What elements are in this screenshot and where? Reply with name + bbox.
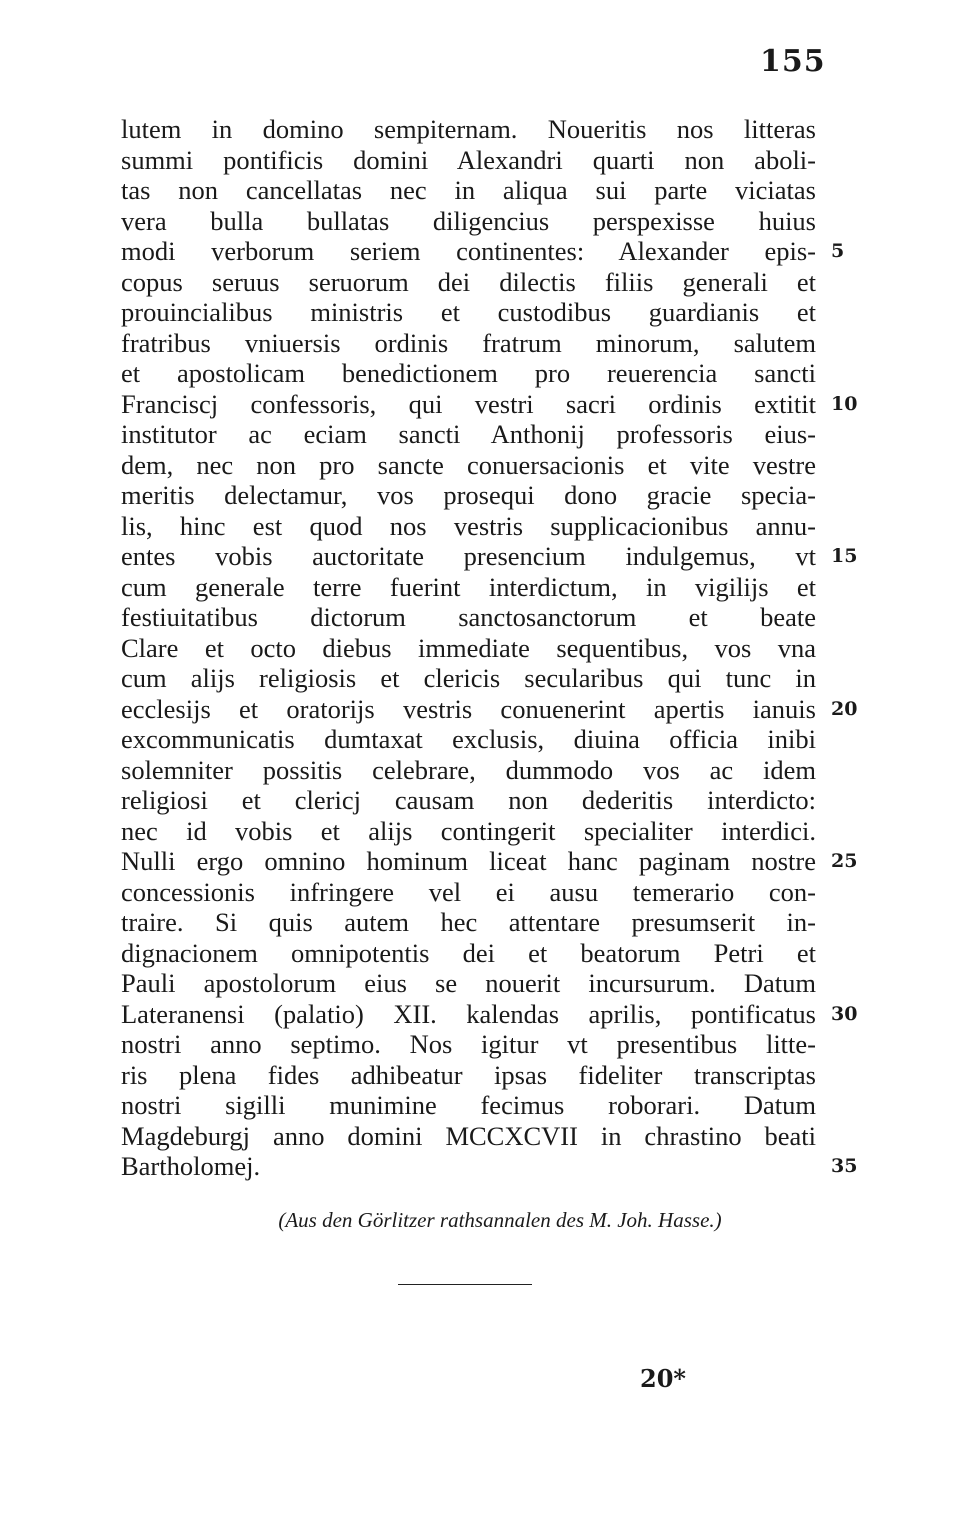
- divider-rule: [398, 1284, 532, 1285]
- text-line: [121, 114, 816, 145]
- text-line: [121, 297, 816, 328]
- line-text: entes vobis auctoritate presencium indulgemus, vt: [121, 541, 816, 571]
- line-text: religiosi et clericj causam non dederitis interdicto:: [121, 785, 816, 815]
- line-text: prouincialibus ministris et custodibus guardianis et: [121, 297, 816, 327]
- text-line: [121, 1029, 816, 1060]
- text-line: [121, 267, 816, 298]
- line-text: Bartholomej.: [121, 1151, 261, 1181]
- text-line: [121, 572, 816, 603]
- line-text: summi pontificis domini Alexandri quarti non aboli-: [121, 144, 816, 175]
- text-line: [121, 1151, 858, 1182]
- document-body: [121, 114, 858, 1182]
- line-text: festiuitatibus dictorum sanctosanctorum et beate: [121, 602, 816, 632]
- text-line: [121, 602, 816, 633]
- text-line: [121, 785, 816, 816]
- text-line: [121, 663, 816, 694]
- text-line: [121, 907, 816, 938]
- line-number: 10: [831, 392, 858, 415]
- line-number: 35: [831, 1155, 858, 1177]
- text-line: [121, 450, 816, 481]
- line-number: 25: [831, 850, 858, 872]
- text-line: [121, 236, 845, 267]
- line-text: nostri anno septimo. Nos igitur vt presentibus litte-: [121, 1029, 816, 1059]
- line-text: Nulli ergo omnino hominum liceat hanc paginam nostre: [121, 846, 816, 876]
- page-number: 155: [760, 44, 826, 79]
- line-text: excommunicatis dumtaxat exclusis, diuina officia inibi: [121, 724, 816, 754]
- line-text: lutem in domino sempiternam. Noueritis nos litteras: [121, 114, 816, 144]
- line-text: vera bulla bullatas diligencius perspexisse huius: [121, 205, 816, 236]
- line-text: meritis delectamur, vos prosequi dono gracie specia-: [121, 480, 816, 510]
- line-text: Clare et octo diebus immediate sequentibus, vos vna: [121, 632, 816, 663]
- printer-signature-mark: 20*: [640, 1364, 686, 1393]
- line-text: concessionis infringere vel ei ausu temerario con-: [121, 876, 816, 907]
- line-text: ris plena fides adhibeatur ipsas fideliter transcriptas: [121, 1059, 816, 1090]
- text-line: [121, 693, 858, 725]
- line-text: lis, hinc est quod nos vestris supplicacionibus annu-: [121, 510, 816, 541]
- line-text: nec id vobis et alijs contingerit specialiter interdici.: [121, 815, 816, 846]
- text-line: [121, 755, 816, 786]
- line-text: institutor ac eciam sancti Anthonij professoris eius-: [121, 419, 816, 449]
- line-text: dem, nec non pro sancte conuersacionis et vite vestre: [121, 449, 816, 480]
- line-text: traire. Si quis autem hec attentare presumserit in-: [121, 907, 816, 937]
- text-line: [121, 145, 816, 176]
- text-line: [121, 1090, 816, 1121]
- text-line: [121, 633, 816, 664]
- line-number: 15: [831, 545, 858, 567]
- line-text: Lateranensi (palatio) XII. kalendas aprilis, pontificatus: [121, 998, 816, 1029]
- line-number: 30: [831, 1002, 858, 1025]
- text-line: [121, 938, 816, 969]
- text-line: [121, 541, 858, 572]
- text-line: [121, 175, 816, 206]
- text-line: [121, 1060, 816, 1091]
- text-line: [121, 998, 858, 1030]
- text-line: [121, 206, 816, 237]
- line-number: 20: [831, 697, 858, 720]
- source-note: (Aus den Görlitzer rathsannalen des M. Joh. Hasse.): [278, 1208, 722, 1232]
- text-line: [121, 419, 816, 450]
- text-line: [121, 388, 858, 420]
- text-line: [121, 480, 816, 511]
- line-text: et apostolicam benedictionem pro reuerencia sancti: [121, 358, 816, 388]
- line-text: tas non cancellatas nec in aliqua sui parte viciatas: [121, 175, 816, 205]
- line-text: copus seruus seruorum dei dilectis filiis generali et: [121, 266, 816, 297]
- line-text: fratribus vniuersis ordinis fratrum minorum, salutem: [121, 327, 816, 358]
- text-line: [121, 1121, 816, 1152]
- text-line: [121, 511, 816, 542]
- text-line: [121, 846, 858, 877]
- line-text: cum generale terre fuerint interdictum, in vigilijs et: [121, 571, 816, 602]
- line-text: Pauli apostolorum eius se nouerit incursurum. Datum: [121, 968, 816, 998]
- text-line: [121, 724, 816, 755]
- text-line: [121, 877, 816, 908]
- line-text: solemniter possitis celebrare, dummodo vos ac idem: [121, 754, 816, 785]
- text-line: [121, 358, 816, 389]
- line-text: modi verborum seriem continentes: Alexander epis-: [121, 236, 816, 266]
- line-number: 5: [831, 240, 845, 262]
- text-line: [121, 816, 816, 847]
- line-text: Magdeburgj anno domini MCCXCVII in chrastino beati: [121, 1120, 816, 1151]
- line-text: dignacionem omnipotentis dei et beatorum Petri et: [121, 937, 816, 968]
- text-line: [121, 328, 816, 359]
- text-line: [121, 968, 816, 999]
- line-text: nostri sigilli munimine fecimus roborari. Datum: [121, 1090, 816, 1120]
- line-text: Franciscj confessoris, qui vestri sacri ordinis extitit: [121, 388, 816, 419]
- line-text: ecclesijs et oratorijs vestris conuenerint apertis ianuis: [121, 693, 816, 724]
- line-text: cum alijs religiosis et clericis secularibus qui tunc in: [121, 663, 816, 693]
